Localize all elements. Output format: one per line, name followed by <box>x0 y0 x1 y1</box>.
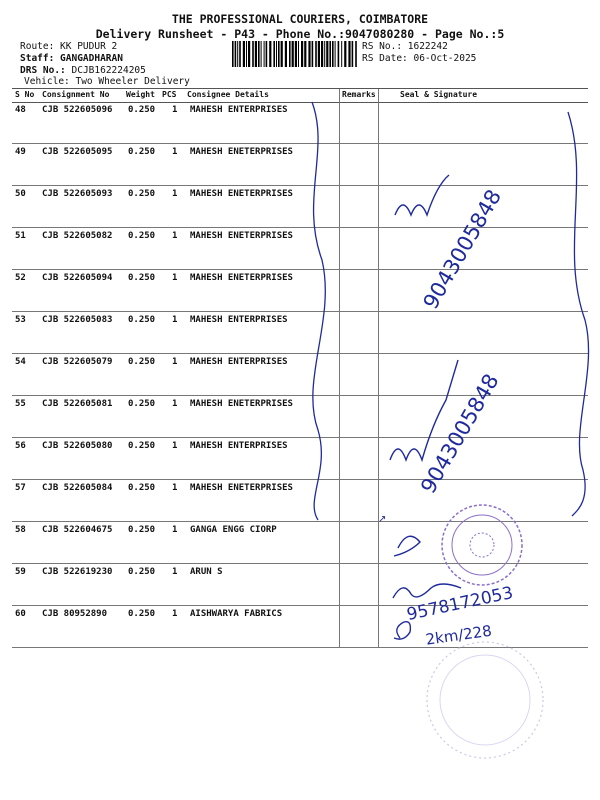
cell-sno: 52 <box>15 273 26 283</box>
company-stamp <box>442 505 522 585</box>
cell-sno: 57 <box>15 483 26 493</box>
handwritten-phone-1: 9043005848 <box>418 185 507 314</box>
cell-pcs: 1 <box>172 609 178 619</box>
cell-consignee: MAHESH ENTERPRISES <box>190 357 288 367</box>
cell-pcs: 1 <box>172 567 178 577</box>
cell-weight: 0.250 <box>128 273 156 283</box>
cell-weight: 0.250 <box>128 231 156 241</box>
col-consignee-header: Consignee Details <box>187 90 269 99</box>
cell-consignee: MAHESH ENETERPRISES <box>190 231 293 241</box>
cell-consignee: MAHESH ENTERPRISES <box>190 315 288 325</box>
col-sno-header: S No <box>15 90 35 99</box>
cell-pcs: 1 <box>172 315 178 325</box>
cell-consignment-no: CJB 522605080 <box>42 441 113 451</box>
cell-pcs: 1 <box>172 273 178 283</box>
drs-value: DCJB162224205 <box>71 65 146 76</box>
cell-consignment-no: CJB 522605081 <box>42 399 113 409</box>
document-title: THE PROFESSIONAL COURIERS, COIMBATORE <box>171 12 429 26</box>
cell-weight: 0.250 <box>128 357 156 367</box>
cell-pcs: 1 <box>172 105 178 115</box>
cell-weight: 0.250 <box>128 147 156 157</box>
rs-date: RS Date: 06-Oct-2025 <box>362 53 477 64</box>
cell-consignee: MAHESH ENETERPRISES <box>190 273 293 283</box>
cell-weight: 0.250 <box>128 399 156 409</box>
rs-number: RS No.: 1622242 <box>362 41 448 52</box>
signature-scribble-3 <box>394 536 420 556</box>
cell-consignee: MAHESH ENETERPRISES <box>190 483 293 493</box>
cell-sno: 51 <box>15 231 26 241</box>
cell-sno: 54 <box>15 357 26 367</box>
cell-pcs: 1 <box>172 483 178 493</box>
handwritten-note: 2km/228 <box>424 621 493 649</box>
cell-consignment-no: CJB 522605096 <box>42 105 113 115</box>
cell-consignment-no: CJB 522605095 <box>42 147 113 157</box>
cell-weight: 0.250 <box>128 189 156 199</box>
cell-consignment-no: CJB 522604675 <box>42 525 113 535</box>
cell-consignee: GANGA ENGG CIORP <box>190 525 277 535</box>
signature-scribble-5 <box>394 622 410 639</box>
signature-scribble-1 <box>395 175 449 215</box>
handwritten-phone-3: 9578172053 <box>405 583 516 626</box>
cell-weight: 0.250 <box>128 525 156 535</box>
cell-sno: 48 <box>15 105 26 115</box>
staff-text: Staff: GANGADHARAN <box>20 53 123 64</box>
route-text: Route: KK PUDUR 2 <box>20 41 118 52</box>
cell-sno: 56 <box>15 441 26 451</box>
brace-mark-left <box>312 102 325 520</box>
cell-consignee: MAHESH ENETERPRISES <box>190 189 293 199</box>
cell-pcs: 1 <box>172 231 178 241</box>
cell-weight: 0.250 <box>128 441 156 451</box>
cell-sno: 59 <box>15 567 26 577</box>
cell-pcs: 1 <box>172 357 178 367</box>
cell-consignment-no: CJB 522605083 <box>42 315 113 325</box>
cell-consignee: AISHWARYA FABRICS <box>190 609 283 619</box>
col-signature-header: Seal & Signature <box>400 90 478 99</box>
col-weight-header: Weight <box>126 90 155 99</box>
cell-sno: 60 <box>15 609 26 619</box>
cell-sno: 53 <box>15 315 26 325</box>
cell-pcs: 1 <box>172 399 178 409</box>
cell-pcs: 1 <box>172 147 178 157</box>
cell-sno: 50 <box>15 189 26 199</box>
cell-consignee: MAHESH ENETERPRISES <box>190 147 293 157</box>
tick-mark: ↗ <box>378 514 387 525</box>
cell-sno: 58 <box>15 525 26 535</box>
brace-mark-right <box>568 112 589 516</box>
cell-pcs: 1 <box>172 189 178 199</box>
cell-pcs: 1 <box>172 441 178 451</box>
cell-weight: 0.250 <box>128 483 156 493</box>
handwritten-phone-2: 9043005848 <box>416 369 504 498</box>
cell-consignee: ARUN S <box>190 567 223 577</box>
cell-weight: 0.250 <box>128 105 156 115</box>
cell-weight: 0.250 <box>128 609 156 619</box>
drs-label: DRS No.: <box>20 65 66 76</box>
cell-consignee: MAHESH ENTERPRISES <box>190 441 288 451</box>
cell-consignment-no: CJB 522619230 <box>42 567 113 577</box>
document-subtitle: Delivery Runsheet - P43 - Phone No.:9047080280 - Page No.:5 <box>95 27 505 41</box>
col-remarks-header: Remarks <box>342 90 376 99</box>
cell-consignee: MAHESH ENTERPRISES <box>190 105 288 115</box>
cell-weight: 0.250 <box>128 315 156 325</box>
col-consignment-header: Consignment No <box>42 90 110 99</box>
cell-sno: 49 <box>15 147 26 157</box>
cell-consignment-no: CJB 522605093 <box>42 189 113 199</box>
cell-consignment-no: CJB 522605079 <box>42 357 113 367</box>
cell-consignee: MAHESH ENETERPRISES <box>190 399 293 409</box>
cell-consignment-no: CJB 522605082 <box>42 231 113 241</box>
cell-consignment-no: CJB 80952890 <box>42 609 108 619</box>
cell-sno: 55 <box>15 399 26 409</box>
faint-stamp <box>427 642 543 758</box>
vehicle-text: Vehicle: Two Wheeler Delivery <box>24 76 190 87</box>
cell-consignment-no: CJB 522605094 <box>42 273 113 283</box>
cell-consignment-no: CJB 522605084 <box>42 483 113 493</box>
cell-pcs: 1 <box>172 525 178 535</box>
cell-weight: 0.250 <box>128 567 156 577</box>
col-pcs-header: PCS <box>162 90 177 99</box>
